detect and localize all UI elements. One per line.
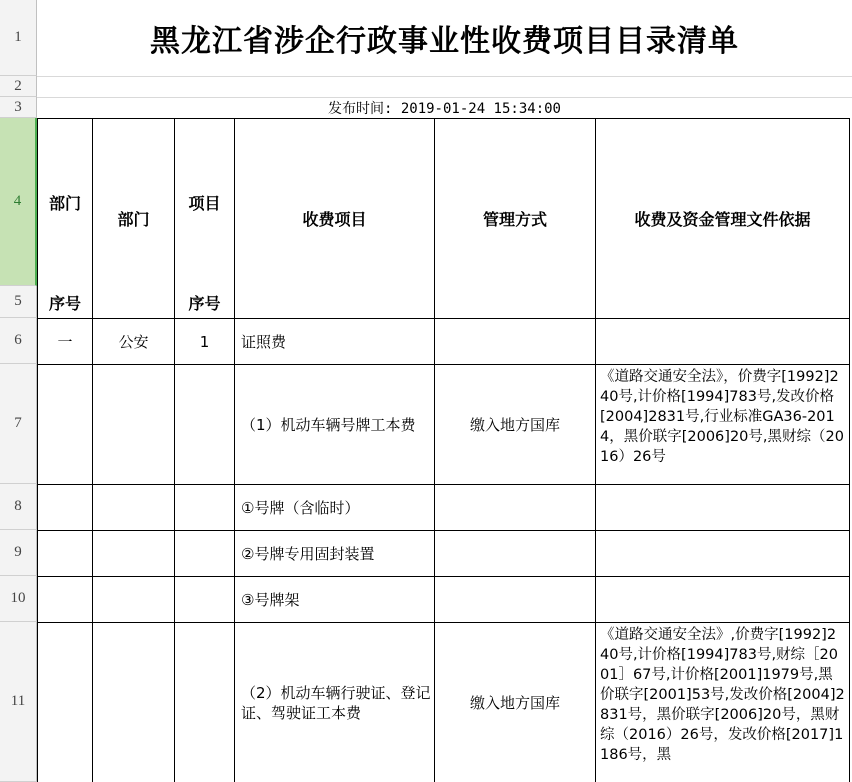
cell-basis[interactable]: 《道路交通安全法》，价费字[1992]240号,计价格[1994]783号,发改价格[2004]2831号,行业标准GA36-2014，黑价联字[2006]20号,黑财综（2016）26号 [600, 369, 844, 465]
publish-time: 发布时间: 2019-01-24 15:34:00 [327, 100, 561, 117]
row-header-7[interactable]: 7 [0, 364, 37, 484]
cell-fee-item[interactable]: 证照费 [241, 333, 287, 351]
cell-dept[interactable]: 公安 [118, 333, 149, 351]
row-header-6[interactable]: 6 [0, 318, 37, 364]
header-dept-no-bottom[interactable]: 序号 [48, 293, 81, 313]
row-header-3[interactable]: 3 [0, 97, 37, 118]
row-header-2[interactable]: 2 [0, 76, 37, 97]
header-dept-no-top[interactable]: 部门 [48, 194, 81, 213]
header-item-no-bottom[interactable]: 序号 [188, 293, 221, 313]
row-header-11[interactable]: 11 [0, 622, 37, 782]
cell-dept-no[interactable]: 一 [57, 333, 73, 351]
row-header-5[interactable]: 5 [0, 286, 37, 318]
header-management[interactable]: 管理方式 [482, 210, 547, 229]
sheet-title: 黑龙江省涉企行政事业性收费项目目录清单 [150, 24, 739, 59]
cell-fee-item[interactable]: ②号牌专用固封装置 [241, 545, 375, 563]
row-header-1[interactable]: 1 [0, 0, 37, 76]
cell-fee-item[interactable]: （1）机动车辆号牌工本费 [241, 415, 416, 434]
row-header-4[interactable]: 4 [0, 118, 37, 286]
spreadsheet-grid[interactable] [37, 0, 852, 782]
header-fee-item[interactable]: 收费项目 [302, 210, 367, 229]
cell-management[interactable]: 缴入地方国库 [469, 416, 560, 434]
header-dept[interactable]: 部门 [117, 210, 150, 229]
row-header-9[interactable]: 9 [0, 530, 37, 576]
row-header-10[interactable]: 10 [0, 576, 37, 622]
header-item-no-top[interactable]: 项目 [188, 194, 221, 213]
row-header-8[interactable]: 8 [0, 484, 37, 530]
cell-management[interactable]: 缴入地方国库 [469, 694, 560, 712]
cell-fee-item[interactable]: ③号牌架 [241, 591, 300, 609]
cell-fee-item[interactable]: ①号牌（含临时） [241, 499, 360, 517]
header-basis[interactable]: 收费及资金管理文件依据 [634, 210, 811, 229]
cell-item-no[interactable]: 1 [199, 332, 210, 351]
cell-fee-item[interactable]: （2）机动车辆行驶证、登记证、驾驶证工本费 [241, 683, 431, 722]
cell-basis[interactable]: 《道路交通安全法》,价费字[1992]240号,计价格[1994]783号,财综［2001］67号,计价格[2001]1979号,黑价联字[2001]53号,发改价格[2004]2831号，黑价联字[2006]20号，黑财综（2016）26号，发改价格[2017]1186号，黑 [600, 627, 845, 763]
